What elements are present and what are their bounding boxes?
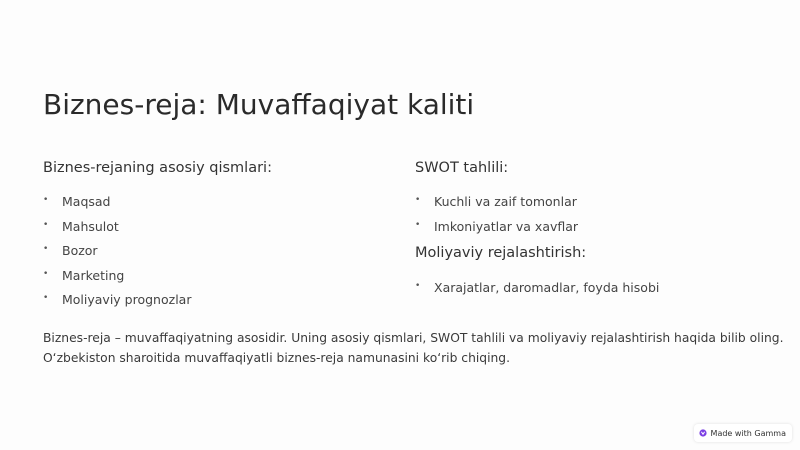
list-item: • Maqsad [43, 194, 111, 209]
bullet-icon: • [415, 281, 421, 291]
right-column [415, 158, 775, 305]
components-list [43, 194, 383, 317]
components-heading: Biznes-rejaning asosiy qismlari: [43, 160, 272, 176]
list-item: • Bozor [43, 243, 98, 258]
left-column [43, 158, 383, 317]
gamma-logo-icon [699, 429, 707, 437]
swot-heading: SWOT tahlili: [415, 160, 509, 176]
list-item: • Marketing [43, 267, 125, 283]
made-with-gamma-badge[interactable] [694, 424, 792, 442]
bullet-icon: • [415, 219, 421, 230]
list-item: • Kuchli va zaif tomonlar [415, 194, 577, 209]
bullet-icon: • [43, 219, 49, 230]
badge-label: Made with Gamma [710, 428, 786, 438]
financial-planning-heading: Moliyaviy rejalashtirish: [415, 245, 587, 261]
bullet-icon: • [43, 268, 49, 279]
bullet-icon: • [43, 195, 49, 205]
summary-paragraph [43, 328, 784, 368]
list-item: • Imkoniyatlar va xavflar [415, 218, 579, 234]
bullet-icon: • [43, 293, 49, 303]
summary-line: O‘zbekiston sharoitida muvaffaqiyatli biznes-reja namunasini ko‘rib chiqing. [43, 351, 511, 365]
financial-planning-list [415, 280, 775, 305]
swot-list [415, 194, 775, 243]
list-item: • Xarajatlar, daromadlar, foyda hisobi [415, 280, 660, 295]
summary-line: Biznes-reja – muvaffaqiyatning asosidir. Uning asosiy qismlari, SWOT tahlili va moliyaviy rejalashtirish haqida bilib oling. [43, 331, 784, 345]
gamma-logo-circle [699, 429, 706, 436]
bullet-icon: • [415, 195, 421, 205]
list-item: • Moliyaviy prognozlar [43, 292, 192, 307]
slide-title: Biznes-reja: Muvaffaqiyat kaliti [43, 88, 475, 121]
bullet-icon: • [43, 244, 49, 254]
list-item: • Mahsulot [43, 218, 119, 234]
